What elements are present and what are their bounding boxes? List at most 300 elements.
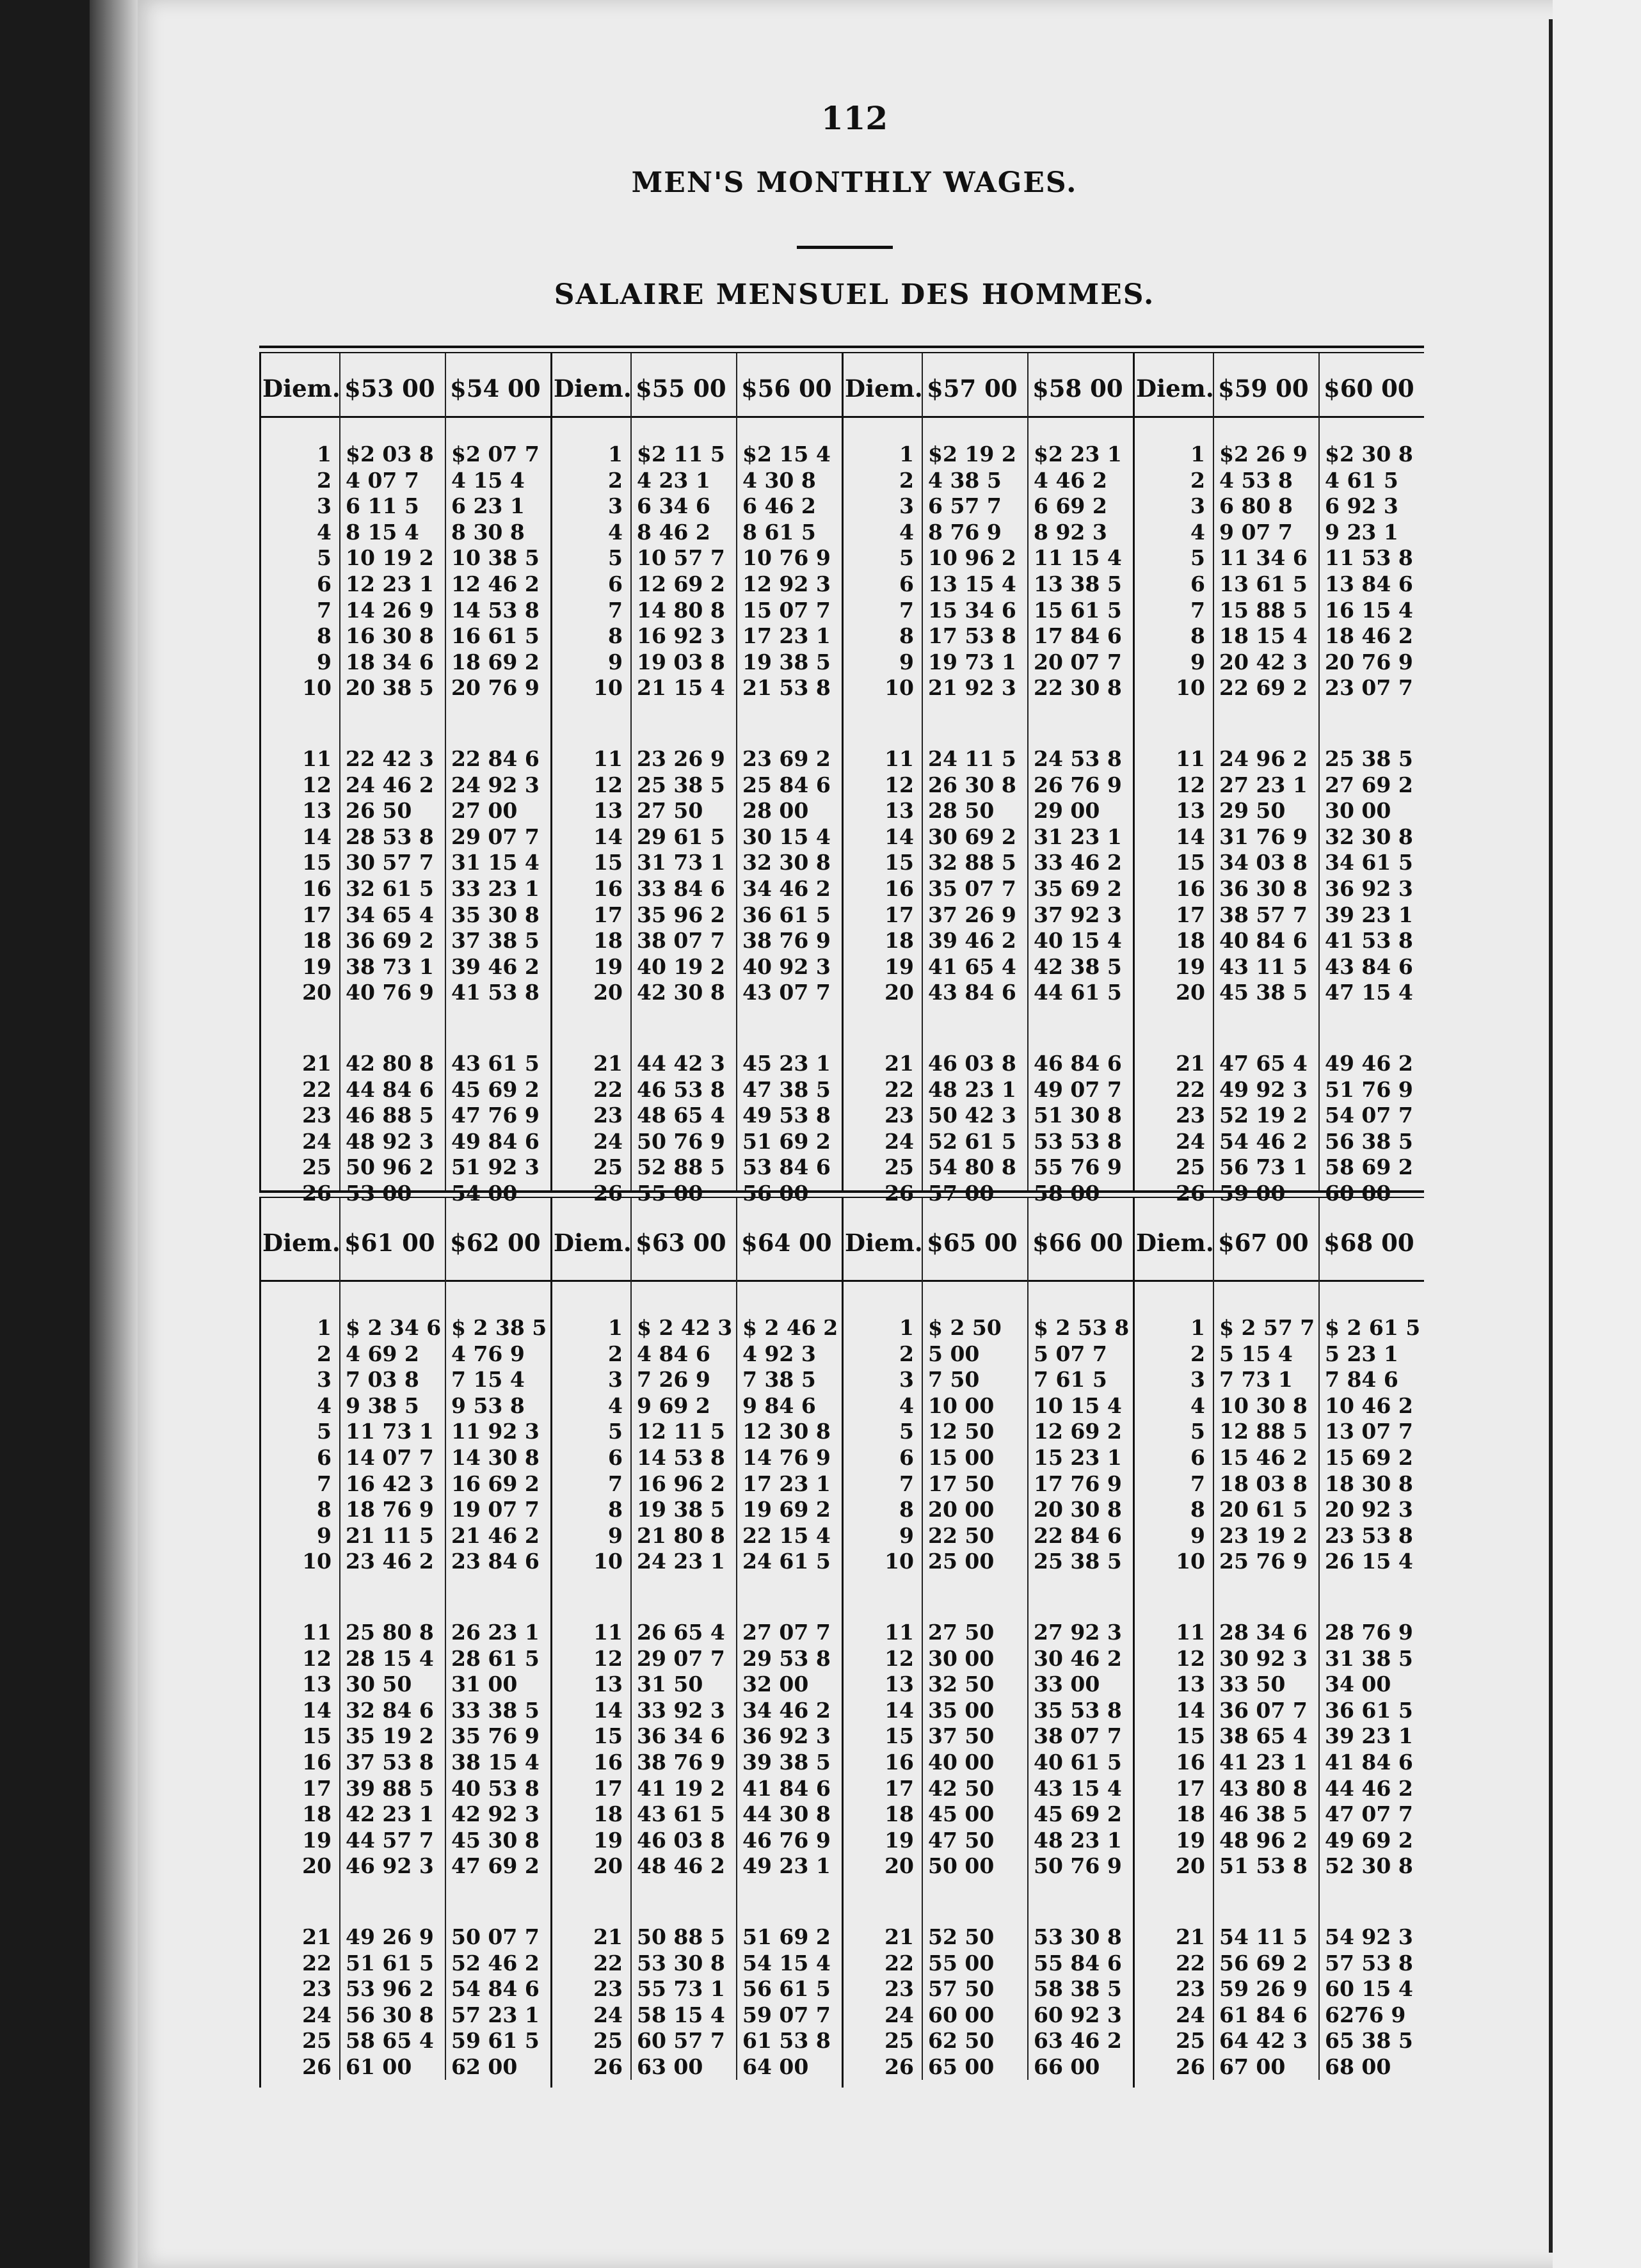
daily-rate-cell: 41 65 4: [928, 954, 1016, 979]
daily-rate-cell: 20 92 3: [1325, 1497, 1413, 1522]
daily-rate-cell: 26 15 4: [1325, 1549, 1413, 1574]
day-number: 3: [608, 1367, 623, 1393]
daily-rate-cell: 45 00: [928, 1801, 995, 1827]
day-number: 16: [1176, 1750, 1205, 1775]
daily-rate-cell: $ 2 34 6: [346, 1315, 442, 1340]
day-number: 5: [608, 545, 623, 571]
day-number: 17: [1176, 1775, 1205, 1801]
daily-rate-cell: 31 73 1: [637, 850, 725, 875]
daily-rate-cell: 13 84 6: [1325, 571, 1413, 596]
day-number: 14: [885, 1697, 914, 1723]
day-number: 15: [1176, 850, 1205, 875]
daily-rate-cell: 48 96 2: [1219, 1827, 1308, 1853]
daily-rate-cell: 58 38 5: [1034, 1976, 1122, 2002]
daily-rate-cell: 7 38 5: [742, 1367, 816, 1393]
day-number: 22: [1176, 1076, 1205, 1102]
day-number: 21: [593, 1051, 623, 1076]
day-number: 19: [1176, 954, 1205, 979]
day-number: 10: [302, 1549, 332, 1574]
daily-rate-cell: 15 69 2: [1325, 1445, 1413, 1470]
daily-rate-cell: 16 42 3: [346, 1471, 434, 1496]
daily-rate-cell: 4 07 7: [346, 467, 419, 493]
day-number: 10: [885, 1549, 914, 1574]
daily-rate-cell: 13 61 5: [1219, 571, 1308, 596]
daily-rate-cell: 10 76 9: [742, 545, 831, 571]
daily-rate-cell: 55 00: [637, 1181, 703, 1206]
day-number: 25: [1176, 1154, 1205, 1180]
day-number: 22: [885, 1950, 914, 1976]
day-number: 9: [1190, 1522, 1205, 1548]
day-number: 5: [317, 1419, 332, 1444]
wage-table-bottom: [259, 1190, 1424, 2093]
daily-rate-cell: 43 07 7: [742, 980, 831, 1005]
daily-rate-cell: 13 07 7: [1325, 1419, 1413, 1444]
day-number: 15: [593, 1723, 623, 1749]
column-divider: [630, 353, 632, 1190]
daily-rate-cell: 32 00: [742, 1672, 809, 1697]
title-divider: [797, 246, 893, 249]
day-number: 12: [885, 772, 914, 797]
daily-rate-cell: 33 00: [1034, 1672, 1100, 1697]
daily-rate-cell: 10 57 7: [637, 545, 725, 571]
daily-rate-cell: 23 19 2: [1219, 1522, 1308, 1548]
daily-rate-cell: 54 84 6: [451, 1976, 540, 2002]
daily-rate-cell: 18 69 2: [451, 649, 540, 675]
daily-rate-cell: 21 15 4: [637, 675, 725, 701]
day-number: 21: [302, 1924, 332, 1949]
daily-rate-cell: 28 00: [742, 798, 809, 824]
table-top-rule: [259, 346, 1424, 353]
day-number: 6: [317, 1445, 332, 1470]
daily-rate-cell: 27 23 1: [1219, 772, 1308, 797]
page-title-english: MEN'S MONTHLY WAGES.: [631, 166, 1078, 199]
daily-rate-cell: 10 96 2: [928, 545, 1016, 571]
daily-rate-cell: 7 26 9: [637, 1367, 710, 1393]
day-number: 4: [608, 1393, 623, 1418]
monthly-wage-header: $62 00: [450, 1229, 541, 1257]
daily-rate-cell: 15 61 5: [1034, 597, 1122, 623]
monthly-wage-header: $54 00: [450, 374, 541, 403]
daily-rate-cell: 7 84 6: [1325, 1367, 1398, 1393]
daily-rate-cell: 31 50: [637, 1672, 703, 1697]
daily-rate-cell: 42 80 8: [346, 1051, 434, 1076]
day-number: 20: [885, 980, 914, 1005]
daily-rate-cell: 41 53 8: [451, 980, 540, 1005]
daily-rate-cell: 57 00: [928, 1181, 995, 1206]
daily-rate-cell: 38 07 7: [1034, 1723, 1122, 1749]
page-number: 112: [820, 99, 888, 137]
daily-rate-cell: 4 30 8: [742, 467, 816, 493]
daily-rate-cell: 22 42 3: [346, 746, 434, 771]
daily-rate-cell: 46 92 3: [346, 1853, 434, 1879]
daily-rate-cell: 6 80 8: [1219, 493, 1293, 519]
daily-rate-cell: 55 84 6: [1034, 1950, 1122, 1976]
daily-rate-cell: 49 26 9: [346, 1924, 434, 1949]
daily-rate-cell: 19 38 5: [637, 1497, 725, 1522]
daily-rate-cell: 21 11 5: [346, 1522, 434, 1548]
day-number: 20: [302, 980, 332, 1005]
daily-rate-cell: 20 42 3: [1219, 649, 1308, 675]
daily-rate-cell: 31 76 9: [1219, 824, 1308, 849]
daily-rate-cell: 52 50: [928, 1924, 995, 1949]
document-page: [138, 0, 1571, 2268]
daily-rate-cell: 47 38 5: [742, 1076, 831, 1102]
day-number: 12: [1176, 1645, 1205, 1671]
daily-rate-cell: 16 15 4: [1325, 597, 1413, 623]
day-number: 23: [1176, 1976, 1205, 2002]
daily-rate-cell: 36 61 5: [1325, 1697, 1413, 1723]
daily-rate-cell: 56 30 8: [346, 2002, 434, 2027]
day-number: 9: [1190, 649, 1205, 675]
daily-rate-cell: 14 26 9: [346, 597, 434, 623]
daily-rate-cell: 58 00: [1034, 1181, 1100, 1206]
day-number: 11: [593, 1620, 623, 1645]
daily-rate-cell: 38 65 4: [1219, 1723, 1308, 1749]
day-number: 25: [302, 2028, 332, 2054]
daily-rate-cell: 43 15 4: [1034, 1775, 1122, 1801]
day-number: 14: [1176, 824, 1205, 849]
daily-rate-cell: 16 92 3: [637, 623, 725, 649]
monthly-wage-header: $58 00: [1032, 374, 1123, 403]
day-number: 15: [302, 850, 332, 875]
day-number: 2: [608, 1341, 623, 1366]
daily-rate-cell: 33 84 6: [637, 876, 725, 901]
daily-rate-cell: 59 61 5: [451, 2028, 540, 2054]
day-number: 24: [593, 1128, 623, 1154]
daily-rate-cell: 64 42 3: [1219, 2028, 1308, 2054]
daily-rate-cell: 6 34 6: [637, 493, 710, 519]
daily-rate-cell: 28 61 5: [451, 1645, 540, 1671]
daily-rate-cell: 42 30 8: [637, 980, 725, 1005]
day-number: 3: [899, 1367, 914, 1393]
daily-rate-cell: 50 76 9: [1034, 1853, 1122, 1879]
daily-rate-cell: 65 00: [928, 2054, 995, 2079]
daily-rate-cell: 33 23 1: [451, 876, 540, 901]
daily-rate-cell: 57 50: [928, 1976, 995, 2002]
daily-rate-cell: 36 92 3: [742, 1723, 831, 1749]
daily-rate-cell: 25 00: [928, 1549, 995, 1574]
day-number: 9: [608, 1522, 623, 1548]
day-number: 14: [885, 824, 914, 849]
day-number: 5: [1190, 545, 1205, 571]
day-number: 14: [302, 824, 332, 849]
daily-rate-cell: 46 88 5: [346, 1103, 434, 1128]
daily-rate-cell: 24 23 1: [637, 1549, 725, 1574]
daily-rate-cell: 59 00: [1219, 1181, 1286, 1206]
day-number: 8: [1190, 1497, 1205, 1522]
day-number: 13: [885, 798, 914, 824]
day-number: 9: [317, 1522, 332, 1548]
daily-rate-cell: 26 76 9: [1034, 772, 1122, 797]
day-number: 16: [302, 1750, 332, 1775]
daily-rate-cell: 59 26 9: [1219, 1976, 1308, 2002]
daily-rate-cell: 45 69 2: [451, 1076, 540, 1102]
day-number: 2: [899, 1341, 914, 1366]
wage-table-top: [259, 346, 1424, 1206]
column-divider: [339, 1198, 340, 2080]
daily-rate-cell: 30 15 4: [742, 824, 831, 849]
day-number: 17: [593, 902, 623, 927]
daily-rate-cell: 38 73 1: [346, 954, 434, 979]
day-column-header: Diem.: [262, 1229, 340, 1257]
day-number: 5: [317, 545, 332, 571]
day-number: 15: [593, 850, 623, 875]
monthly-wage-header: $60 00: [1324, 374, 1414, 403]
daily-rate-cell: 41 53 8: [1325, 928, 1413, 954]
day-number: 19: [302, 1827, 332, 1853]
daily-rate-cell: 11 92 3: [451, 1419, 540, 1444]
day-number: 15: [1176, 1723, 1205, 1749]
day-number: 25: [593, 2028, 623, 2054]
daily-rate-cell: 51 61 5: [346, 1950, 434, 1976]
daily-rate-cell: 40 53 8: [451, 1775, 540, 1801]
daily-rate-cell: 46 76 9: [742, 1827, 831, 1853]
monthly-wage-header: $65 00: [927, 1229, 1018, 1257]
book-gutter: [90, 0, 138, 2268]
day-number: 5: [899, 1419, 914, 1444]
column-divider: [445, 1198, 446, 2080]
daily-rate-cell: 45 38 5: [1219, 980, 1308, 1005]
day-number: 2: [317, 1341, 332, 1366]
day-number: 21: [885, 1924, 914, 1949]
daily-rate-cell: 50 07 7: [451, 1924, 540, 1949]
day-column-header: Diem.: [845, 1229, 923, 1257]
daily-rate-cell: 31 00: [451, 1672, 518, 1697]
day-number: 7: [317, 597, 332, 623]
daily-rate-cell: 6 57 7: [928, 493, 1002, 519]
day-column-header: Diem.: [1136, 374, 1214, 403]
daily-rate-cell: 12 50: [928, 1419, 995, 1444]
daily-rate-cell: 55 00: [928, 1950, 995, 1976]
daily-rate-cell: 25 38 5: [637, 772, 725, 797]
day-number: 14: [593, 1697, 623, 1723]
day-number: 18: [593, 1801, 623, 1827]
daily-rate-cell: 42 23 1: [346, 1801, 434, 1827]
daily-rate-cell: 27 92 3: [1034, 1620, 1122, 1645]
day-number: 8: [608, 623, 623, 649]
daily-rate-cell: 26 50: [346, 798, 412, 824]
day-number: 6: [608, 1445, 623, 1470]
daily-rate-cell: 36 92 3: [1325, 876, 1413, 901]
day-number: 7: [899, 597, 914, 623]
daily-rate-cell: 54 15 4: [742, 1950, 831, 1976]
day-number: 23: [1176, 1103, 1205, 1128]
day-number: 15: [885, 850, 914, 875]
daily-rate-cell: 24 96 2: [1219, 746, 1308, 771]
daily-rate-cell: 19 69 2: [742, 1497, 831, 1522]
daily-rate-cell: 51 69 2: [742, 1924, 831, 1949]
daily-rate-cell: 57 23 1: [451, 2002, 540, 2027]
day-number: 2: [608, 467, 623, 493]
day-number: 20: [1176, 980, 1205, 1005]
daily-rate-cell: 33 92 3: [637, 1697, 725, 1723]
day-number: 13: [593, 798, 623, 824]
daily-rate-cell: 48 23 1: [928, 1076, 1016, 1102]
daily-rate-cell: 32 61 5: [346, 876, 434, 901]
daily-rate-cell: 25 38 5: [1325, 746, 1413, 771]
day-number: 4: [899, 519, 914, 545]
daily-rate-cell: 23 26 9: [637, 746, 725, 771]
daily-rate-cell: 33 46 2: [1034, 850, 1122, 875]
daily-rate-cell: 54 80 8: [928, 1154, 1016, 1180]
daily-rate-cell: 65 38 5: [1325, 2028, 1413, 2054]
day-number: 3: [608, 493, 623, 519]
day-number: 11: [1176, 746, 1205, 771]
day-number: 26: [593, 1181, 623, 1206]
daily-rate-cell: 35 69 2: [1034, 876, 1122, 901]
daily-rate-cell: 24 61 5: [742, 1549, 831, 1574]
daily-rate-cell: 44 46 2: [1325, 1775, 1413, 1801]
daily-rate-cell: 45 23 1: [742, 1051, 831, 1076]
daily-rate-cell: 60 15 4: [1325, 1976, 1413, 2002]
day-number: 18: [1176, 1801, 1205, 1827]
daily-rate-cell: 15 23 1: [1034, 1445, 1122, 1470]
daily-rate-cell: 15 07 7: [742, 597, 831, 623]
daily-rate-cell: 56 00: [742, 1181, 809, 1206]
day-number: 8: [608, 1497, 623, 1522]
monthly-wage-header: $68 00: [1324, 1229, 1414, 1257]
daily-rate-cell: $2 30 8: [1325, 442, 1413, 467]
day-number: 6: [1190, 571, 1205, 596]
daily-rate-cell: 14 76 9: [742, 1445, 831, 1470]
daily-rate-cell: 19 73 1: [928, 649, 1016, 675]
day-number: 17: [1176, 902, 1205, 927]
daily-rate-cell: 34 00: [1325, 1672, 1391, 1697]
daily-rate-cell: 54 11 5: [1219, 1924, 1308, 1949]
day-number: 4: [1190, 1393, 1205, 1418]
daily-rate-cell: 20 61 5: [1219, 1497, 1308, 1522]
daily-rate-cell: $2 19 2: [928, 442, 1016, 467]
daily-rate-cell: 18 34 6: [346, 649, 434, 675]
day-number: 18: [1176, 928, 1205, 954]
daily-rate-cell: $2 03 8: [346, 442, 434, 467]
daily-rate-cell: 7 03 8: [346, 1367, 419, 1393]
day-number: 16: [302, 876, 332, 901]
daily-rate-cell: 12 69 2: [1034, 1419, 1122, 1444]
day-number: 14: [593, 824, 623, 849]
day-number: 16: [885, 876, 914, 901]
daily-rate-cell: 49 23 1: [742, 1853, 831, 1879]
daily-rate-cell: 20 76 9: [451, 675, 540, 701]
day-number: 24: [302, 2002, 332, 2027]
daily-rate-cell: 48 46 2: [637, 1853, 725, 1879]
daily-rate-cell: 17 23 1: [742, 1471, 831, 1496]
daily-rate-cell: 63 00: [637, 2054, 703, 2079]
day-number: 14: [302, 1697, 332, 1723]
day-number: 1: [608, 1315, 623, 1340]
daily-rate-cell: 30 00: [1325, 798, 1391, 824]
day-number: 13: [1176, 798, 1205, 824]
day-number: 24: [302, 1128, 332, 1154]
day-number: 8: [899, 1497, 914, 1522]
day-number: 1: [317, 442, 332, 467]
day-column-header: Diem.: [845, 374, 923, 403]
daily-rate-cell: 25 84 6: [742, 772, 831, 797]
day-number: 11: [885, 746, 914, 771]
daily-rate-cell: 29 07 7: [637, 1645, 725, 1671]
day-number: 18: [593, 928, 623, 954]
daily-rate-cell: 54 07 7: [1325, 1103, 1413, 1128]
column-divider: [630, 1198, 632, 2080]
day-number: 11: [302, 1620, 332, 1645]
daily-rate-cell: 19 07 7: [451, 1497, 540, 1522]
daily-rate-cell: 33 38 5: [451, 1697, 540, 1723]
day-number: 12: [885, 1645, 914, 1671]
daily-rate-cell: 49 53 8: [742, 1103, 831, 1128]
daily-rate-cell: 10 30 8: [1219, 1393, 1308, 1418]
daily-rate-cell: 60 00: [928, 2002, 995, 2027]
daily-rate-cell: 27 07 7: [742, 1620, 831, 1645]
day-number: 24: [1176, 2002, 1205, 2027]
daily-rate-cell: 30 92 3: [1219, 1645, 1308, 1671]
daily-rate-cell: 26 23 1: [451, 1620, 540, 1645]
daily-rate-cell: 41 84 6: [1325, 1750, 1413, 1775]
daily-rate-cell: 33 50: [1219, 1672, 1286, 1697]
day-number: 12: [593, 1645, 623, 1671]
daily-rate-cell: 9 69 2: [637, 1393, 710, 1418]
day-number: 19: [1176, 1827, 1205, 1853]
column-divider: [1027, 1198, 1029, 2080]
daily-rate-cell: 10 00: [928, 1393, 995, 1418]
day-number: 18: [302, 1801, 332, 1827]
daily-rate-cell: 66 00: [1034, 2054, 1100, 2079]
daily-rate-cell: 48 92 3: [346, 1128, 434, 1154]
daily-rate-cell: 51 76 9: [1325, 1076, 1413, 1102]
daily-rate-cell: 56 69 2: [1219, 1950, 1308, 1976]
daily-rate-cell: 14 07 7: [346, 1445, 434, 1470]
daily-rate-cell: 28 15 4: [346, 1645, 434, 1671]
daily-rate-cell: 43 11 5: [1219, 954, 1308, 979]
daily-rate-cell: 27 69 2: [1325, 772, 1413, 797]
daily-rate-cell: 17 50: [928, 1471, 995, 1496]
day-number: 5: [608, 1419, 623, 1444]
day-number: 13: [593, 1672, 623, 1697]
day-number: 2: [1190, 1341, 1205, 1366]
day-number: 26: [593, 2054, 623, 2079]
day-number: 7: [1190, 597, 1205, 623]
daily-rate-cell: 16 69 2: [451, 1471, 540, 1496]
daily-rate-cell: 44 30 8: [742, 1801, 831, 1827]
column-divider: [1213, 353, 1214, 1190]
daily-rate-cell: 51 69 2: [742, 1128, 831, 1154]
daily-rate-cell: 35 96 2: [637, 902, 725, 927]
daily-rate-cell: 50 76 9: [637, 1128, 725, 1154]
daily-rate-cell: 20 30 8: [1034, 1497, 1122, 1522]
day-number: 4: [1190, 519, 1205, 545]
daily-rate-cell: 42 50: [928, 1775, 995, 1801]
daily-rate-cell: 50 00: [928, 1853, 995, 1879]
daily-rate-cell: 4 69 2: [346, 1341, 419, 1366]
day-number: 17: [885, 1775, 914, 1801]
daily-rate-cell: 5 07 7: [1034, 1341, 1107, 1366]
daily-rate-cell: 28 76 9: [1325, 1620, 1413, 1645]
day-number: 23: [593, 1103, 623, 1128]
daily-rate-cell: 40 92 3: [742, 954, 831, 979]
day-number: 6: [899, 1445, 914, 1470]
day-number: 26: [1176, 2054, 1205, 2079]
daily-rate-cell: 44 84 6: [346, 1076, 434, 1102]
daily-rate-cell: 60 00: [1325, 1181, 1391, 1206]
daily-rate-cell: 47 50: [928, 1827, 995, 1853]
daily-rate-cell: $ 2 61 5: [1325, 1315, 1421, 1340]
daily-rate-cell: 14 80 8: [637, 597, 725, 623]
table-top-rule: [259, 1190, 1424, 1198]
daily-rate-cell: $ 2 38 5: [451, 1315, 547, 1340]
daily-rate-cell: 32 50: [928, 1672, 995, 1697]
day-number: 26: [302, 1181, 332, 1206]
daily-rate-cell: 52 88 5: [637, 1154, 725, 1180]
daily-rate-cell: 8 61 5: [742, 519, 816, 545]
